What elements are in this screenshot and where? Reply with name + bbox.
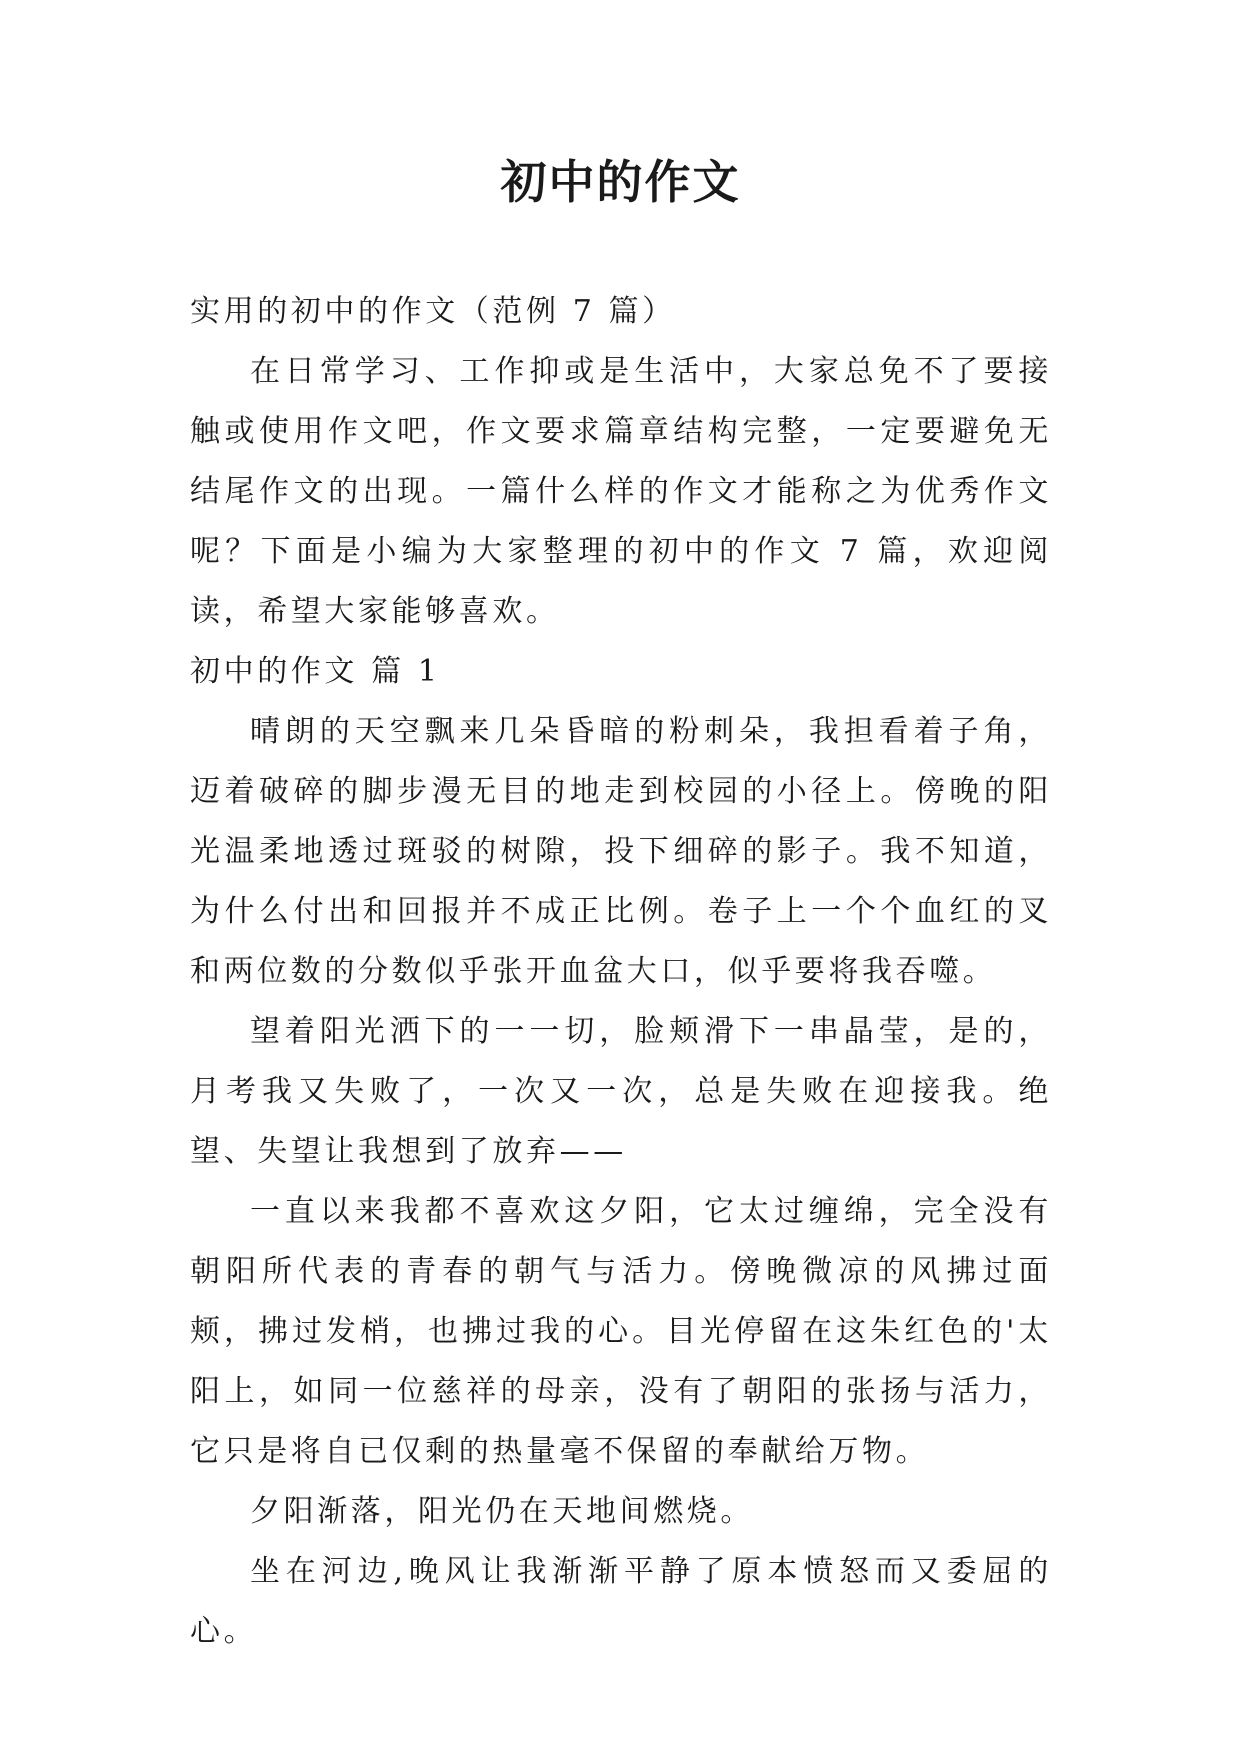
section-heading: 初中的作文 篇 1 [190, 654, 441, 689]
body-paragraph: 夕阳渐落，阳光仍在天地间燃烧。 [250, 1494, 754, 1529]
body-paragraph: 坐在河边,晚风让我渐渐平静了原本愤怒而又委屈的心。 [190, 1554, 1052, 1649]
document-body [190, 282, 1052, 1662]
body-paragraph: 一直以来我都不喜欢这夕阳，它太过缠绵，完全没有朝阳所代表的青春的朝气与活力。傍晚微凉的风拂过面颊，拂过发梢，也拂过我的心。目光停留在这朱红色的'太阳上，如同一位慈祥的母亲，没有了朝阳的张扬与活力，它只是将自已仅剩的热量毫不保留的奉献给万物。 [190, 1194, 1052, 1469]
body-paragraph: 晴朗的天空飘来几朵昏暗的粉刺朵，我担看着子角，迈着破碎的脚步漫无目的地走到校园的小径上。傍晚的阳光温柔地透过斑驳的树隙，投下细碎的影子。我不知道，为什么付出和回报并不成正比例。卷子上一个个血红的叉和两位数的分数似乎张开血盆大口，似乎要将我吞噬。 [190, 714, 1052, 989]
document-subtitle: 实用的初中的作文（范例 7 篇） [190, 294, 676, 329]
intro-paragraph: 在日常学习、工作抑或是生活中，大家总免不了要接触或使用作文吧，作文要求篇章结构完整，一定要避免无结尾作文的出现。一篇什么样的作文才能称之为优秀作文呢？下面是小编为大家整理的初中的作文 7 篇，欢迎阅读，希望大家能够喜欢。 [190, 354, 1052, 629]
body-paragraph: 望着阳光洒下的一一切，脸颊滑下一串晶莹，是的，月考我又失败了，一次又一次，总是失败在迎接我。绝望、失望让我想到了放弃—— [190, 1014, 1052, 1169]
document-title: 初中的作文 [500, 155, 741, 209]
